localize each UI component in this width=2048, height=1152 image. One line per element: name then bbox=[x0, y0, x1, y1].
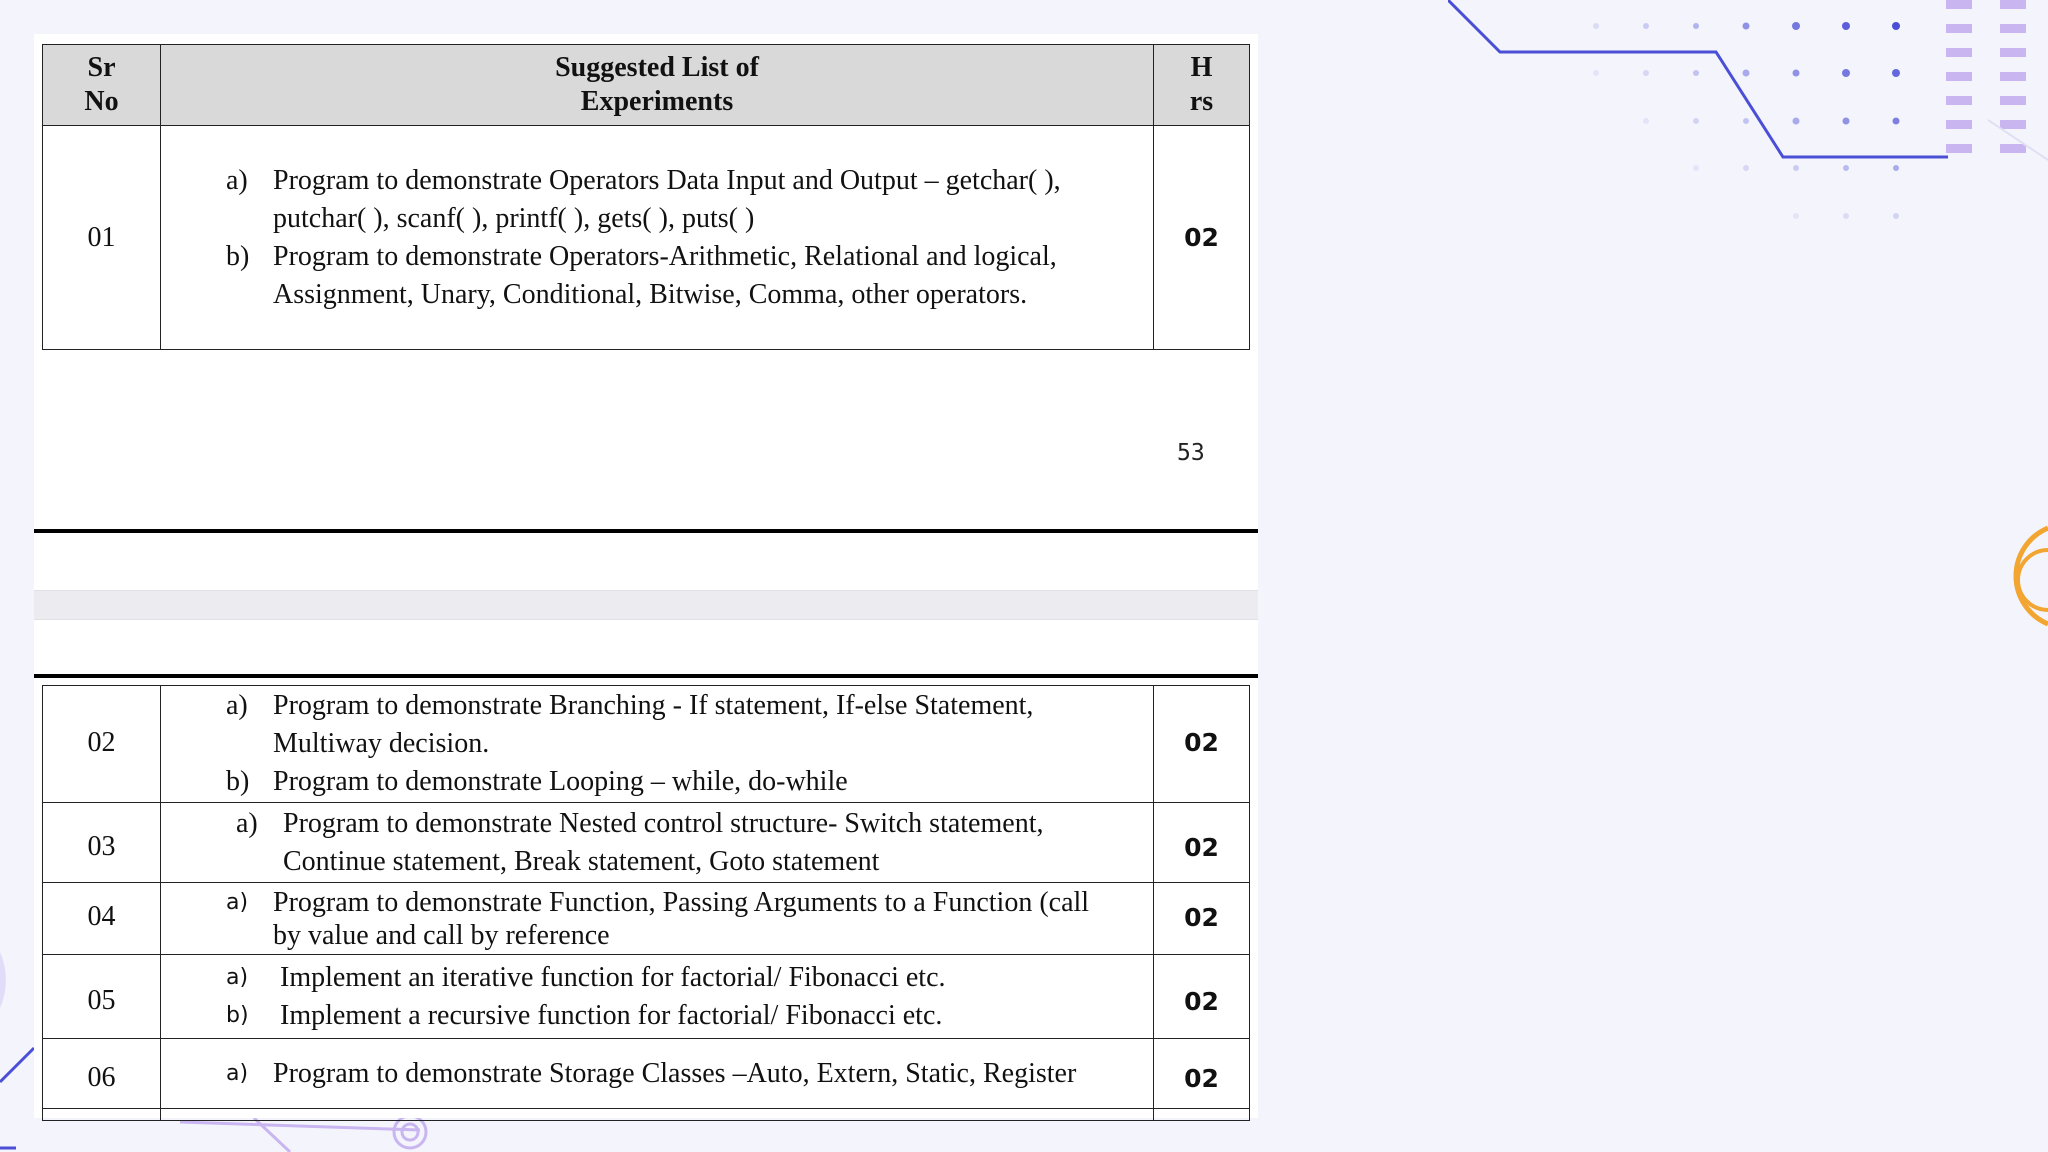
row-hrs: 02 bbox=[1154, 803, 1250, 883]
line-decoration bbox=[1448, 0, 1948, 157]
row-hrs: 02 bbox=[1154, 883, 1250, 955]
row-hrs: 02 bbox=[1154, 126, 1250, 350]
page-number: 53 bbox=[1177, 440, 1205, 466]
row-experiments bbox=[161, 686, 1154, 803]
table-row-partial bbox=[43, 1109, 1250, 1121]
table-row bbox=[43, 955, 1250, 1039]
list-item: a) Implement an iterative function for factorial/ Fibonacci etc. bbox=[226, 961, 946, 993]
experiments-table-bottom bbox=[42, 685, 1250, 1121]
row-experiments bbox=[161, 803, 1154, 883]
table-row bbox=[43, 883, 1250, 955]
list-item: a) Program to demonstrate Storage Classes –Auto, Extern, Static, Register bbox=[226, 1057, 1077, 1089]
table-row bbox=[43, 803, 1250, 883]
row-experiments bbox=[161, 1039, 1154, 1109]
page-gap bbox=[34, 590, 1258, 620]
page-break-divider bbox=[34, 529, 1258, 533]
page-top-divider bbox=[34, 674, 1258, 678]
list-item: a) Program to demonstrate Nested control structure- Switch statement, Continue statement, Break statement, Goto statement bbox=[236, 807, 1044, 877]
experiments-table-top bbox=[42, 44, 1250, 350]
document-page bbox=[34, 34, 1258, 1118]
row-hrs: 02 bbox=[1154, 955, 1250, 1039]
row-sr: 02 bbox=[43, 686, 161, 803]
list-item: b) Program to demonstrate Looping – while, do-while bbox=[226, 766, 848, 797]
row-experiments bbox=[161, 126, 1154, 350]
table-row bbox=[43, 1039, 1250, 1109]
header-experiments: Suggested List of Experiments bbox=[161, 45, 1154, 126]
row-sr: 05 bbox=[43, 955, 161, 1039]
list-item: a) Program to demonstrate Function, Passing Arguments to a Function (call by value and call by reference bbox=[226, 886, 1090, 951]
row-sr: 01 bbox=[43, 126, 161, 350]
row-sr: 03 bbox=[43, 803, 161, 883]
table-header-row bbox=[43, 45, 1250, 126]
spiral-decoration bbox=[1988, 520, 2048, 630]
list-item: a) Program to demonstrate Operators Data Input and Output – getchar( ), putchar( ), scanf( ), printf( ), gets( ), puts( ) bbox=[226, 164, 1061, 234]
row-hrs: 02 bbox=[1154, 1039, 1250, 1109]
top-right-decoration bbox=[1448, 0, 2048, 260]
row-hrs: 02 bbox=[1154, 686, 1250, 803]
table-row bbox=[43, 686, 1250, 803]
row-experiments bbox=[161, 955, 1154, 1039]
header-sr-no: Sr No bbox=[43, 45, 161, 126]
row-experiments bbox=[161, 883, 1154, 955]
list-item: b) Program to demonstrate Operators-Arithmetic, Relational and logical, Assignment, Unary, Conditional, Bitwise, Comma, other operators. bbox=[226, 240, 1057, 310]
stripe-decoration bbox=[1946, 0, 2026, 153]
list-item: a) Program to demonstrate Branching - If statement, If-else Statement, Multiway decision. bbox=[226, 690, 1034, 759]
row-sr: 04 bbox=[43, 883, 161, 955]
table-row bbox=[43, 126, 1250, 350]
list-item: b) Implement a recursive function for factorial/ Fibonacci etc. bbox=[226, 999, 943, 1031]
header-hrs: H rs bbox=[1154, 45, 1250, 126]
row-sr: 06 bbox=[43, 1039, 161, 1109]
